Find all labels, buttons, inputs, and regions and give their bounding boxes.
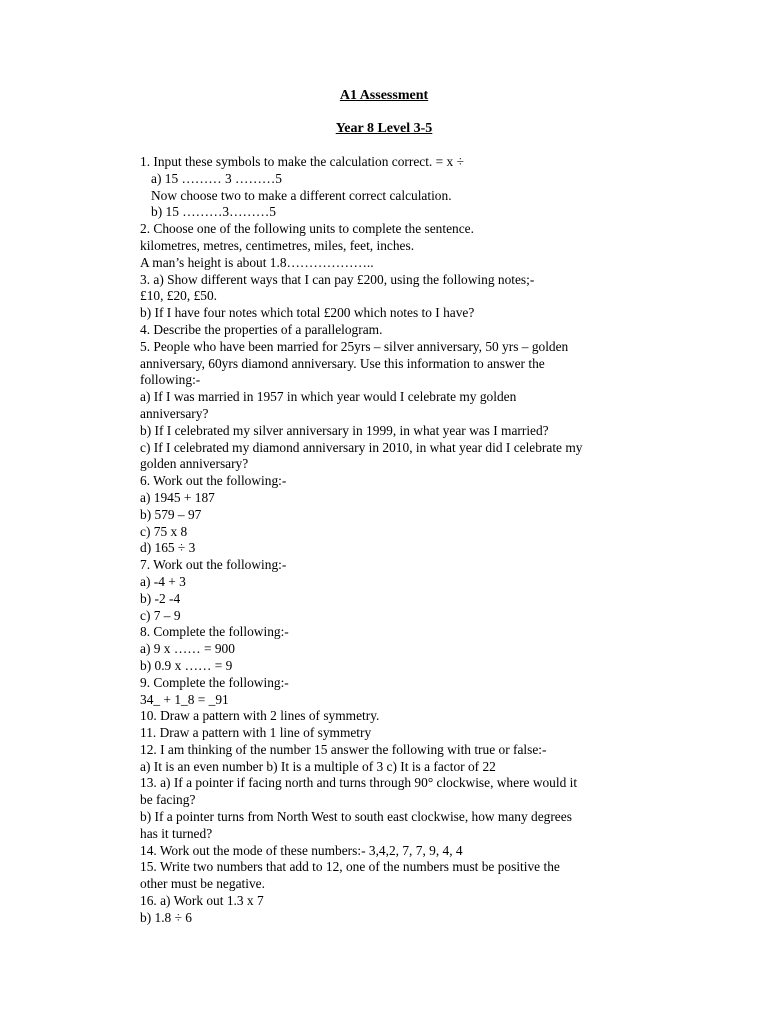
question-line: 15. Write two numbers that add to 12, one of the numbers must be positive the	[140, 859, 560, 875]
question-line: 34_ + 1_8 = _91	[140, 691, 229, 707]
question-line: 8. Complete the following:-	[140, 624, 289, 640]
question-line: b) 579 – 97	[140, 506, 202, 522]
question-line: b) If a pointer turns from North West to south east clockwise, how many degrees	[140, 809, 572, 825]
document-subtitle: Year 8 Level 3-5	[335, 121, 433, 136]
question-line: 1. Input these symbols to make the calculation correct. = x ÷	[140, 154, 464, 169]
question-line: b) If I celebrated my silver anniversary in 1999, in what year was I married?	[140, 422, 549, 438]
question-line: 11. Draw a pattern with 1 line of symmetry	[140, 725, 372, 741]
question-line: 12. I am thinking of the number 15 answer the following with true or false:-	[140, 741, 547, 757]
question-line: 5. People who have been married for 25yrs – silver anniversary, 50 yrs – golden	[140, 338, 569, 354]
question-line: b) -2 -4	[140, 590, 181, 606]
question-line: Now choose two to make a different correct calculation.	[151, 187, 452, 203]
question-line: a) 15 ……… 3 ………5	[151, 170, 282, 186]
question-line: golden anniversary?	[140, 456, 249, 472]
question-line: a) -4 + 3	[140, 573, 186, 589]
question-line: b) If I have four notes which total £200 which notes to I have?	[140, 305, 475, 321]
question-line: A man’s height is about 1.8………………..	[140, 254, 374, 270]
question-line: other must be negative.	[140, 876, 265, 892]
question-line: kilometres, metres, centimetres, miles, feet, inches.	[140, 237, 415, 253]
question-line: 14. Work out the mode of these numbers:- 3,4,2, 7, 7, 9, 4, 4	[140, 842, 463, 858]
question-line: 4. Describe the properties of a parallelogram.	[140, 321, 383, 337]
question-line: c) If I celebrated my diamond anniversary in 2010, in what year did I celebrate my	[140, 439, 583, 455]
question-line: 6. Work out the following:-	[140, 473, 287, 489]
question-list	[140, 154, 660, 927]
question-line: 9. Complete the following:-	[140, 674, 289, 690]
document-title: A1 Assessment	[339, 88, 429, 103]
question-line: c) 7 – 9	[140, 607, 181, 623]
question-line: b) 1.8 ÷ 6	[140, 909, 192, 925]
question-line: following:-	[140, 372, 201, 388]
question-line: a) 9 x …… = 900	[140, 641, 235, 657]
question-line: 7. Work out the following:-	[140, 557, 287, 573]
question-line: 3. a) Show different ways that I can pay £200, using the following notes;-	[140, 271, 535, 287]
question-line: 10. Draw a pattern with 2 lines of symmetry.	[140, 708, 380, 724]
question-line: 13. a) If a pointer if facing north and turns through 90° clockwise, where would it	[140, 775, 578, 791]
question-line: £10, £20, £50.	[140, 288, 217, 304]
question-line: a) It is an even number b) It is a multiple of 3 c) It is a factor of 22	[140, 758, 496, 774]
question-line: d) 165 ÷ 3	[140, 540, 196, 556]
question-line: a) If I was married in 1957 in which year would I celebrate my golden	[140, 389, 517, 405]
question-line: be facing?	[140, 792, 196, 808]
question-line: 16. a) Work out 1.3 x 7	[140, 893, 264, 909]
question-line: c) 75 x 8	[140, 523, 188, 539]
question-line: b) 0.9 x …… = 9	[140, 657, 233, 673]
question-line: a) 1945 + 187	[140, 489, 215, 505]
question-line: 2. Choose one of the following units to complete the sentence.	[140, 221, 474, 237]
question-line: b) 15 ………3………5	[151, 204, 276, 220]
question-line: anniversary?	[140, 405, 209, 421]
question-line: anniversary, 60yrs diamond anniversary. Use this information to answer the	[140, 355, 545, 371]
question-line: has it turned?	[140, 825, 213, 841]
